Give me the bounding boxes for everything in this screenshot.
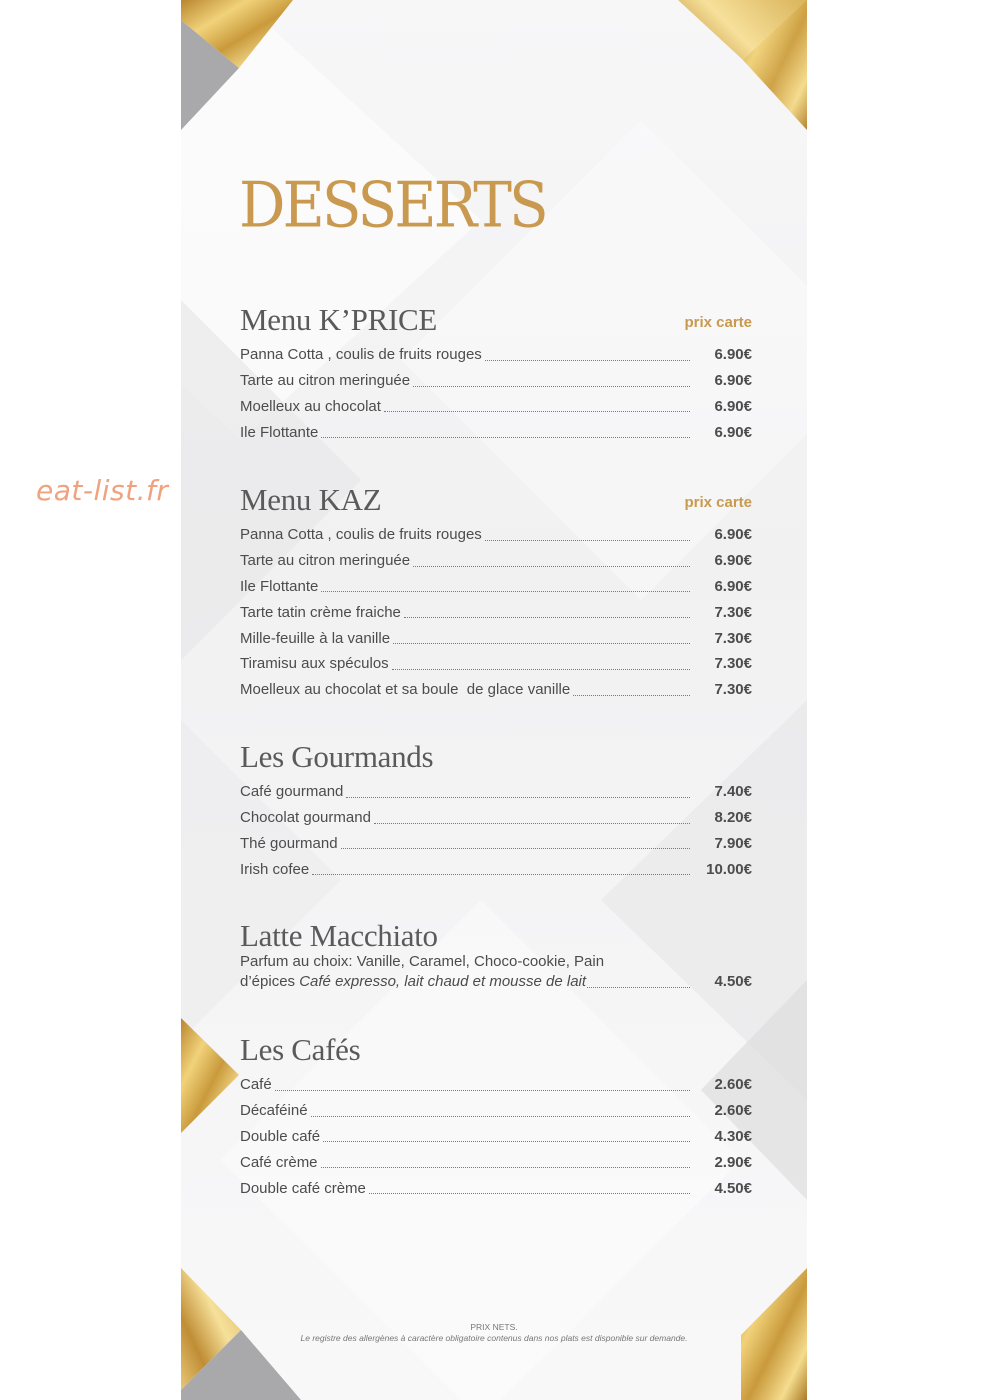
menu-item: Café 2.60€	[240, 1076, 752, 1094]
section-title: Les Gourmands	[240, 739, 434, 774]
section-title: Menu KAZ	[240, 482, 382, 517]
menu-item: Tiramisu aux spéculos 7.30€	[240, 655, 752, 673]
latte-price: 4.50€	[714, 973, 752, 990]
menu-item: Tarte au citron meringuée 6.90€	[240, 372, 752, 390]
section-kprice	[240, 302, 752, 445]
footer-prix-nets: PRIX NETS.	[470, 1322, 518, 1332]
section-gourmands	[240, 739, 752, 882]
footer-allergen-note: Le registre des allergènes à caractère obligatoire contenus dans nos plats est disponible sur demande.	[300, 1333, 688, 1343]
menu-item: Café gourmand 7.40€	[240, 783, 752, 801]
page-title: DESSERTS	[239, 168, 546, 242]
menu-item: Ile Flottante 6.90€	[240, 423, 752, 441]
menu-item: Mille-feuille à la vanille 7.30€	[240, 629, 752, 647]
menu-item: Thé gourmand 7.90€	[240, 834, 752, 852]
section-kaz	[240, 482, 752, 703]
menu-item: Tarte tatin crème fraiche 7.30€	[240, 603, 752, 621]
watermark-text: eat-list.fr	[36, 474, 169, 507]
menu-item: Irish cofee 10.00€	[240, 860, 752, 878]
menu-item: Double café 4.30€	[240, 1127, 752, 1145]
menu-item: Chocolat gourmand 8.20€	[240, 809, 752, 827]
menu-item: Décaféiné 2.60€	[240, 1102, 752, 1120]
prix-carte-label: prix carte	[684, 314, 752, 331]
menu-item: Panna Cotta , coulis de fruits rouges 6.90€	[240, 346, 752, 364]
menu-item: Moelleux au chocolat et sa boule de glace vanille 7.30€	[240, 681, 752, 699]
footer-note	[181, 1322, 807, 1344]
menu-item: Café crème 2.90€	[240, 1153, 752, 1171]
section-latte	[240, 918, 752, 992]
menu-item: Ile Flottante 6.90€	[240, 577, 752, 595]
menu-content	[181, 0, 807, 1400]
prix-carte-label: prix carte	[684, 494, 752, 511]
menu-item: Moelleux au chocolat 6.90€	[240, 397, 752, 415]
menu-item: Panna Cotta , coulis de fruits rouges 6.90€	[240, 526, 752, 544]
section-title: Menu K’PRICE	[240, 302, 438, 337]
section-title: Latte Macchiato	[240, 918, 438, 953]
menu-page	[181, 0, 807, 1400]
latte-description: Parfum au choix: Vanille, Caramel, Choco-cookie, Pain d’épices Café expresso, lait chaud et mousse de lait 4.50€	[240, 953, 752, 990]
menu-item: Tarte au citron meringuée 6.90€	[240, 552, 752, 570]
section-cafes	[240, 1032, 752, 1201]
section-title: Les Cafés	[240, 1032, 361, 1067]
menu-item: Double café crème 4.50€	[240, 1179, 752, 1197]
